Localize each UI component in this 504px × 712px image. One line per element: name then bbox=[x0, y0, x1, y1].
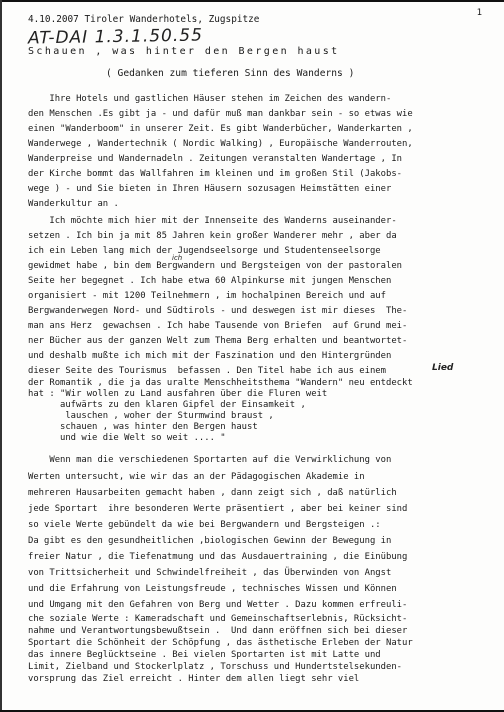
text-line: von Trittsicherheit und Schwindelfreiheit , das Überwinden von Angst bbox=[28, 568, 392, 578]
document-title: Schauen , was hinter den Bergen haust bbox=[28, 46, 340, 57]
text-line: der Kirche bommt das Wallfahren im kleinen und im großen Stil (Jakobs- bbox=[28, 169, 403, 179]
poem-line: schauen , was hinter den Bergen haust bbox=[60, 422, 258, 432]
text-line: ich ein Leben lang mich der Jugendseelsorge und Studentenseelsorge bbox=[28, 246, 381, 256]
text-line: che soziale Werte : Kameradschaft und Gemeinschaftserlebnis, Rücksicht- bbox=[28, 614, 408, 624]
text-line: jede Sportart ihre besonderen Werte präsentiert , aber bei keiner sind bbox=[28, 504, 408, 514]
scan-edge-left bbox=[0, 0, 2, 712]
text-line: Ihre Hotels und gastlichen Häuser stehen im Zeichen des wandern- bbox=[28, 94, 392, 104]
document-header: 4.10.2007 Tiroler Wanderhotels, Zugspitze bbox=[28, 14, 260, 25]
text-line: setzen . Ich bin ja mit 85 Jahren kein großer Wanderer mehr , aber da bbox=[28, 231, 397, 241]
text-line: wege ) - und Sie bieten in Ihren Häusern sozusagen Heimstätten einer bbox=[28, 184, 392, 194]
text-line: Seite her begegnet . Ich habe etwa 60 Alpinkurse mit jungen Menschen bbox=[28, 276, 392, 286]
text-line: Ich möchte mich hier mit der Innenseite des Wanderns auseinander- bbox=[28, 216, 397, 226]
text-line: freier Natur , die Tiefenatmung und das Ausdauertraining , die Einübung bbox=[28, 552, 408, 562]
text-line: und Umgang mit den Gefahren von Berg und Wetter . Dazu kommen erfreuli- bbox=[28, 600, 408, 610]
text-line: Wanderkultur an . bbox=[28, 199, 119, 209]
text-line: und deshalb mußte ich mich mit der Faszination und den Hintergründen bbox=[28, 351, 392, 361]
text-line: organisiert - mit 1200 Teilnehmern , im hochalpinen Bereich und auf bbox=[28, 291, 386, 301]
text-line: Bergwanderwegen Nord- und Südtirols - und deswegen ist mir dieses The- bbox=[28, 306, 408, 316]
handwritten-insert-lied: Lied bbox=[432, 363, 454, 373]
text-line: hat : "Wir wollen zu Land ausfahren über die Fluren weit bbox=[28, 389, 328, 399]
text-line: so viele Werte gebündelt da wie bei Bergwandern und Bergsteigen .: bbox=[28, 520, 381, 530]
text-line: Wanderpreise und Wandernadeln . Zeitungen veranstalten Wandertage , In bbox=[28, 154, 403, 164]
text-line: und die Erfahrung von Leistungsfreude , technisches Wissen und Können bbox=[28, 584, 397, 594]
text-line: das innere Beglücktseine . Bei vielen Sportarten ist mit Latte und bbox=[28, 650, 381, 660]
text-line: vorsprung das Ziel erreicht . Hinter dem allen liegt sehr viel bbox=[28, 674, 360, 684]
text-line: nahme und Verantwortungsbewußtsein . Und dann eröffnen sich bei dieser bbox=[28, 626, 408, 636]
poem-line: lauschen , woher der Sturmwind braust , bbox=[60, 411, 274, 421]
text-line: dieser Seite des Tourismus befassen . Den Titel habe ich aus einem bbox=[28, 366, 386, 376]
text-line: der Romantik , die ja das uralte Menschheitsthema "Wandern" neu entdeckt bbox=[28, 378, 413, 388]
text-line: den Menschen .Es gibt ja - und dafür muß man dankbar sein - so etwas wie bbox=[28, 109, 413, 119]
text-line: man ans Herz gewachsen . Ich habe Tausende von Briefen auf Grund mei- bbox=[28, 321, 408, 331]
poem-line: aufwärts zu den klaren Gipfel der Einsamkeit , bbox=[60, 400, 306, 410]
text-line: Limit, Zielband und Stockerlplatz , Torschuss und Hundertstelsekunden- bbox=[28, 662, 403, 672]
text-line: Werten untersucht, wie wir das an der Pädagogischen Akademie in bbox=[28, 472, 365, 482]
text-line: mehreren Hausarbeiten gemacht haben , dann zeigt sich , daß natürlich bbox=[28, 488, 397, 498]
text-line: Wanderwege , Wandertechnik ( Nordic Walking) , Europäische Wanderrouten, bbox=[28, 139, 413, 149]
document-subtitle: ( Gedanken zum tieferen Sinn des Wanderns ) bbox=[106, 68, 355, 79]
text-line: gewidmet habe , bin dem Bergwandern und Bergsteigen von der pastoralen bbox=[28, 261, 403, 271]
poem-line: und wie die Welt so weit .... " bbox=[60, 433, 226, 443]
text-line: Da gibt es den gesundheitlichen ,biologischen Gewinn der Bewegung in bbox=[28, 536, 392, 546]
scan-edge-top bbox=[0, 0, 504, 2]
page-number: 1 bbox=[476, 8, 482, 18]
text-line: Sportart die Schönheit der Schöpfung , das ästhetische Erleben der Natur bbox=[28, 638, 413, 648]
archive-reference-handwritten: AT-DAI 1.3.1.50.55 bbox=[27, 25, 204, 49]
text-line: einen "Wanderboom" in unserer Zeit. Es gibt Wanderbücher, Wanderkarten , bbox=[28, 124, 413, 134]
handwritten-insert-ich: ich bbox=[172, 254, 183, 262]
text-line: Wenn man die verschiedenen Sportarten auf die Verwirklichung von bbox=[28, 455, 392, 465]
text-line: ner Bücher aus der ganzen Welt zum Thema Berg erhalten und beantwortet- bbox=[28, 336, 408, 346]
